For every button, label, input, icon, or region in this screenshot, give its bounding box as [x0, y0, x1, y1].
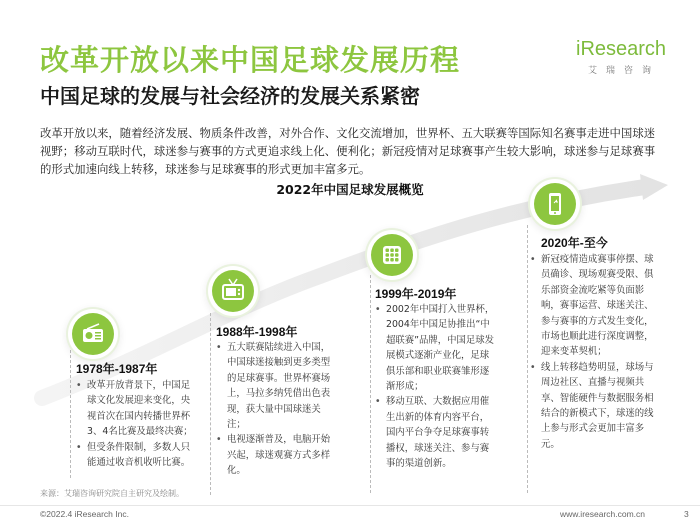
list-item: • 电视逐渐普及，电脑开始兴起，球迷观赛方式多样化。 — [216, 432, 334, 478]
period-1-label: 1978年-1987年 — [76, 362, 158, 376]
list-item: • 五大联赛陆续进入中国，中国球迷接触到更多类型的足球赛事。世界杯赛场上，马拉多纳凭借出色表现，获大量中国球迷关注； — [216, 340, 334, 432]
intro-paragraph: 改革开放以来，随着经济发展、物质条件改善，对外合作、文化交流增加，世界杯、五大联赛等国际知名赛事走进中国球迷视野；移动互联时代，球迷参与赛事的方式更追求线上化、便利化；新冠疫情对足球赛事产生较大影响，球迷参与足球赛事的形式加速向线上转移，球迷参与足球赛事的形式更加丰富多元。 — [40, 126, 656, 176]
period-1-list — [76, 378, 198, 470]
overview-title: 2022年中国足球发展概览 — [276, 182, 424, 197]
period-2-badge — [212, 270, 254, 312]
tv-icon — [212, 270, 254, 312]
list-item: • 新冠疫情造成赛事停摆、球员确诊、现场观赛受限、俱乐部资金流吃紧等负面影响，赛事运营、球迷关注、参与赛事的方式发生变化，市场也顺此进行深度调整，迎来变革契机； — [530, 252, 658, 360]
period-4-list — [530, 252, 658, 452]
list-item: • 移动互联、大数据应用催生出新的体育内容平台，国内平台争夺足球赛事转播权，球迷关注、参与赛事的渠道创新。 — [375, 394, 497, 471]
period-4-badge — [534, 183, 576, 225]
period-2-label: 1988年-1998年 — [216, 325, 298, 339]
list-item: • 改革开放背景下，中国足球文化发展迎来变化，央视首次在国内转播世界杯3、4名比赛及最终决赛； — [76, 378, 198, 440]
timeline-connector-1 — [70, 350, 71, 478]
timeline-connector-4 — [527, 225, 528, 493]
page-title: 改革开放以来中国足球发展历程 — [40, 43, 461, 77]
website-link[interactable]: www.iresearch.com.cn — [560, 509, 646, 519]
smartphone-icon — [534, 183, 576, 225]
period-3-label: 1999年-2019年 — [375, 287, 457, 301]
list-item: • 但受条件限制，多数人只能通过收音机收听比赛。 — [76, 440, 198, 471]
page-subtitle: 中国足球的发展与社会经济的发展关系紧密 — [40, 84, 420, 108]
period-4-label: 2020年-至今 — [541, 236, 608, 250]
source-note: 来源：艾瑞咨询研究院自主研究及绘制。 — [40, 489, 184, 498]
iresearch-logo — [566, 36, 676, 82]
copyright-text: ©2022.4 iResearch Inc. — [40, 509, 129, 519]
list-item: • 2002年中国打入世界杯，2004年中国足协推出“中超联赛”品牌，中国足球发展模式逐渐产业化，足球俱乐部和职业联赛雏形逐渐形成； — [375, 302, 497, 394]
timeline-connector-2 — [210, 313, 211, 495]
logo-chinese-name: 艾瑞咨询 — [588, 66, 661, 76]
logo-wordmark: iResearch — [576, 38, 667, 60]
list-item: • 线上转移趋势明显，球场与周边社区、直播与视频共享、智能硬件与数据服务相结合的新模式下，球迷的线上参与形式会更加丰富多元。 — [530, 360, 658, 452]
period-2-list — [216, 340, 334, 479]
period-3-list — [375, 302, 497, 471]
period-3-badge — [371, 234, 413, 276]
apps-grid-icon — [371, 234, 413, 276]
timeline-connector-3 — [370, 275, 371, 493]
radio-icon — [72, 313, 114, 355]
period-1-badge — [72, 313, 114, 355]
page-number: 3 — [684, 509, 689, 519]
